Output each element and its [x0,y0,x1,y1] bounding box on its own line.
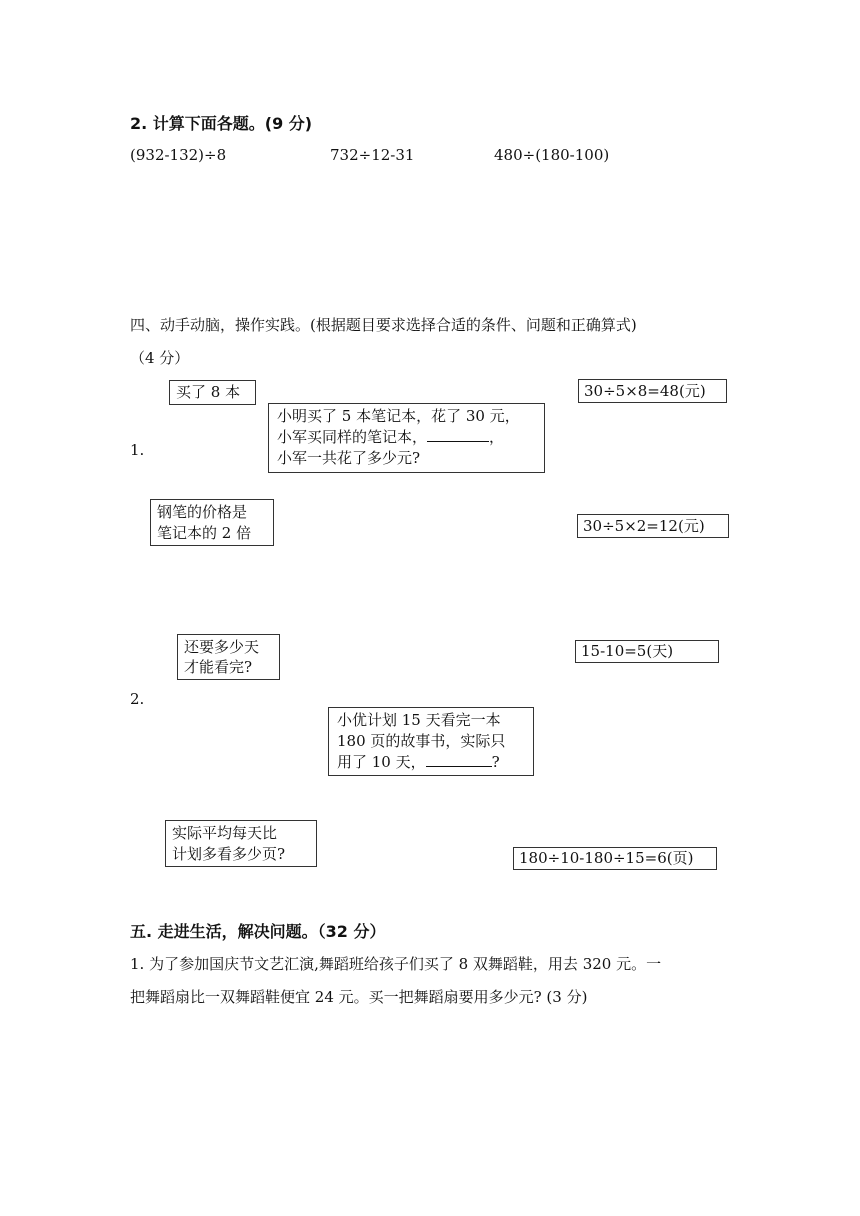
q2-formula-a-card [575,640,719,663]
q2-fill-blank [426,766,492,767]
q1-formula-b-text: 30÷5×2=12(元) [583,517,705,535]
q2-question-a-card [177,634,280,680]
calc-problem-3: 480÷(180-100) [494,146,610,164]
q1-formula-a-text: 30÷5×8=48(元) [584,382,706,400]
calc-problem-1: (932-132)÷8 [130,146,227,164]
section5-heading: 五. 走进生活，解决问题。（32 分） [130,922,386,941]
section4-points: （4 分） [130,349,190,367]
q2-question-b-line-2: 计划多看多少页? [172,845,286,863]
q1-problem-line-1: 小明买了 5 本笔记本，花了 30 元， [277,407,520,425]
q1-problem-card [268,403,545,473]
q2-question-a-line-2: 才能看完? [184,658,253,676]
q1-problem-line-2-end: ， [489,428,505,446]
q1-condition-b-card [150,499,274,546]
q2-question-b-card [165,820,317,867]
q1-fill-blank [427,441,489,442]
q1-problem-line-3: 小军一共花了多少元? [277,449,421,467]
q1-condition-a-card [169,380,256,405]
calc-problem-2: 732÷12-31 [330,146,415,164]
q2-problem-line-2: 180 页的故事书，实际只 [337,732,506,750]
q2-problem-card [328,707,534,776]
q1-condition-a-text: 买了 8 本 [176,383,241,401]
q2-formula-b-text: 180÷10-180÷15=6(页) [519,849,694,867]
section5-q1-line-1: 1. 为了参加国庆节文艺汇演,舞蹈班给孩子们买了 8 双舞蹈鞋，用去 320 元。一 [130,955,662,973]
q1-condition-b-line-1: 钢笔的价格是 [157,503,248,521]
calc-heading: 2. 计算下面各题。(9 分) [130,114,313,133]
q2-number: 2. [130,690,145,708]
q2-formula-b-card [513,847,717,870]
q2-question-a-line-1: 还要多少天 [184,638,260,656]
section5-q1-line-2: 把舞蹈扇比一双舞蹈鞋便宜 24 元。买一把舞蹈扇要用多少元? (3 分) [130,988,588,1006]
q1-problem-line-2-text: 小军买同样的笔记本， [277,428,428,446]
q2-formula-a-text: 15-10=5(天) [581,642,674,660]
q1-formula-a-card [578,379,727,403]
q1-condition-b-line-2: 笔记本的 2 倍 [157,524,252,542]
q2-problem-line-3 [337,752,525,773]
q1-number: 1. [130,441,145,459]
q1-problem-line-2 [277,427,536,448]
q2-problem-line-3-end: ? [491,753,500,771]
q2-problem-line-1: 小优计划 15 天看完一本 [337,711,501,729]
q2-problem-line-3-text: 用了 10 天， [337,753,426,771]
q2-question-b-line-1: 实际平均每天比 [172,824,278,842]
q1-formula-b-card [577,514,729,538]
section4-heading: 四、动手动脑，操作实践。(根据题目要求选择合适的条件、问题和正确算式) [130,316,637,334]
